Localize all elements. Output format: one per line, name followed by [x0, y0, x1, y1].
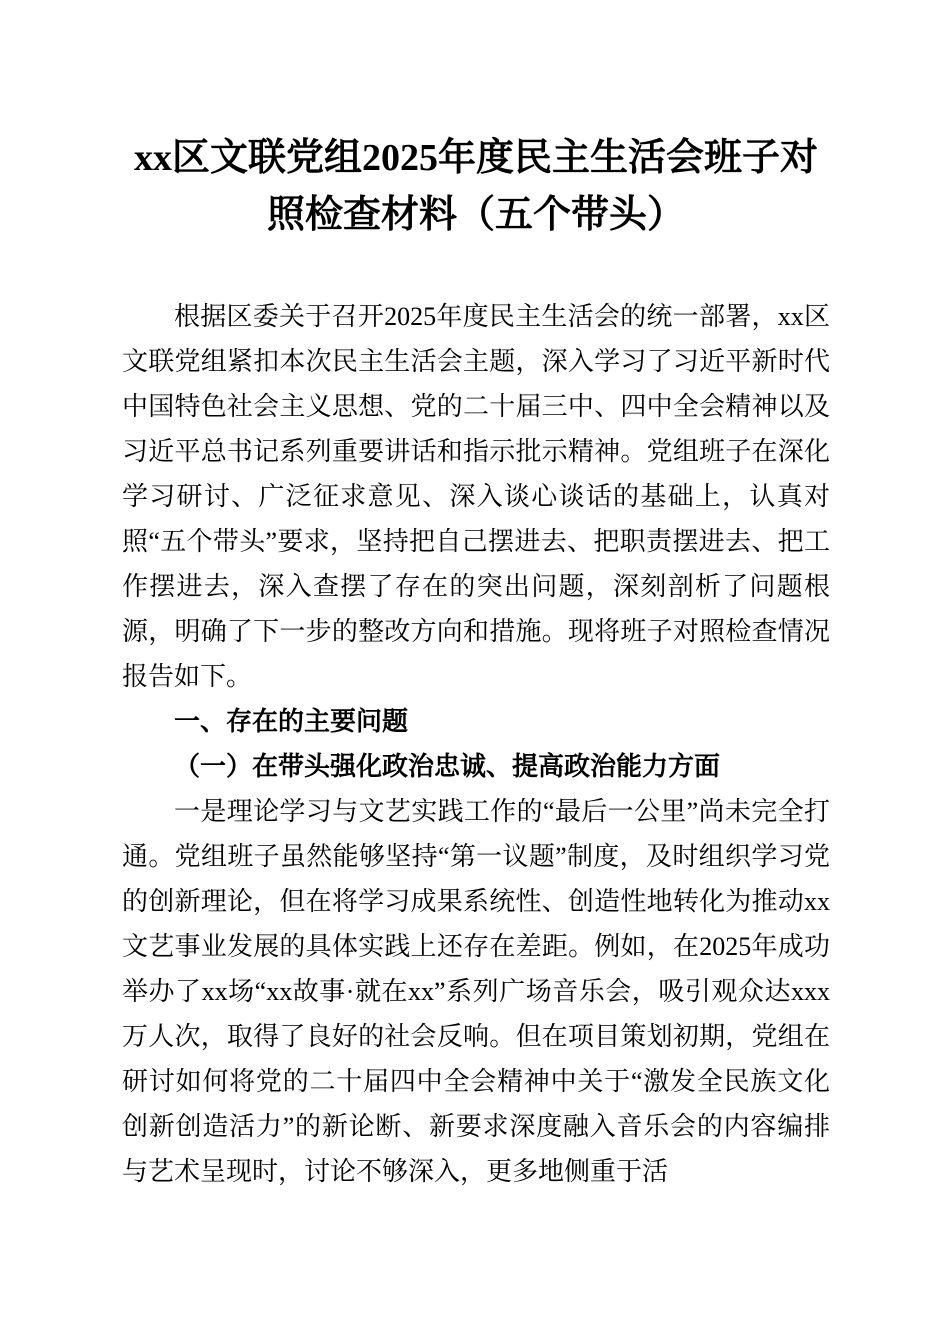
paragraph-introduction: 根据区委关于召开2025年度民主生活会的统一部署，xx区文联党组紧扣本次民主生活会主题，深入学习了习近平新时代中国特色社会主义思想、党的二十届三中、四中全会精神以及习近平总书记系列重要讲话和指示批示精神。党组班子在深化学习研讨、广泛征求意见、深入谈心谈话的基础上，认真对照“五个带头”要求，坚持把自己摆进去、把职责摆进去、把工作摆进去，深入查摆了存在的突出问题，深刻剖析了问题根源，明确了下一步的整改方向和措施。现将班子对照检查情况报告如下。: [122, 302, 830, 691]
document-title: xx区文联党组2025年度民主生活会班子对照检查材料（五个带头）: [133, 137, 818, 236]
subsection-heading-political-loyalty: （一）在带头强化政治忠诚、提高政治能力方面: [174, 752, 721, 781]
section-heading-main-problems: 一、存在的主要问题: [174, 706, 409, 736]
paragraph-problem-one: 一是理论学习与文艺实践工作的“最后一公里”尚未完全打通。党组班子虽然能够坚持“第一议题”制度，及时组织学习党的创新理论，但在将学习成果系统性、创造性地转化为推动xx文艺事业发展的具体实践上还存在差距。例如，在2025年成功举办了xx场“xx故事·就在xx”系列广场音乐会，吸引观众达xxx万人次，取得了良好的社会反响。但在项目策划初期，党组在研讨如何将党的二十届四中全会精神中关于“激发全民族文化创新创造活力”的新论断、新要求深度融入音乐会的内容编排与艺术呈现时，讨论不够深入，更多地侧重于活: [122, 797, 830, 1186]
